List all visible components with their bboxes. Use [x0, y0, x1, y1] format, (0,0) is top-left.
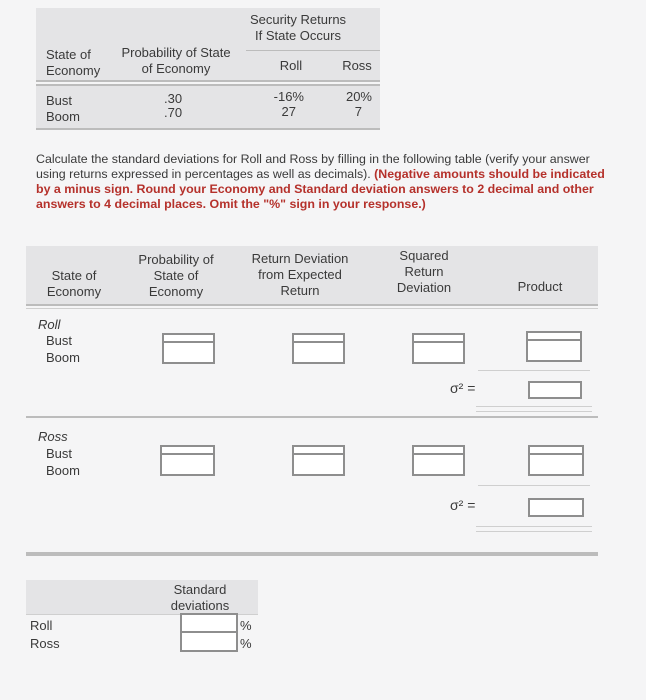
- std-row-unit: %: [240, 636, 252, 651]
- calc-col-squared: Squared Return Deviation: [396, 248, 452, 295]
- top-row-prob: .70: [164, 105, 183, 120]
- top-header-rule: [36, 80, 380, 82]
- ross-product-input[interactable]: [528, 445, 584, 476]
- top-row-state: Bust: [46, 93, 73, 108]
- roll-sigma-label: σ² =: [450, 380, 476, 396]
- ross-variance-rule-2: [476, 531, 592, 532]
- top-group-header: Security Returns If State Occurs: [249, 12, 347, 43]
- ross-std-input[interactable]: [180, 631, 238, 652]
- roll-squared-input[interactable]: [412, 333, 465, 364]
- top-row-state: Boom: [46, 109, 80, 124]
- top-row-prob: .30: [164, 91, 183, 106]
- roll-product-rule: [478, 370, 590, 371]
- roll-product-input[interactable]: [526, 331, 582, 362]
- group-label-ross: Ross: [38, 429, 68, 444]
- top-row-ross: 20%: [345, 89, 372, 104]
- top-col-prob: Probability of State of Economy: [121, 45, 231, 76]
- calc-col-deviation: Return Deviation from Expected Return: [251, 251, 349, 298]
- ross-product-rule: [478, 485, 590, 486]
- ross-sigma-label: σ² =: [450, 497, 476, 513]
- ross-variance-rule: [476, 526, 592, 527]
- top-bottom-rule: [36, 128, 380, 130]
- calc-header-rule: [26, 304, 598, 306]
- ross-squared-input[interactable]: [412, 445, 465, 476]
- top-col-ross: Ross: [342, 58, 372, 73]
- top-group-rule: [246, 50, 380, 51]
- roll-probability-input[interactable]: [162, 333, 215, 364]
- calc-col-product: Product: [517, 279, 563, 294]
- top-header-rule-2: [36, 84, 380, 86]
- std-row-label: Roll: [30, 618, 53, 633]
- roll-group-divider: [26, 416, 598, 418]
- calc-bottom-divider: [26, 552, 598, 556]
- std-row-unit: %: [240, 618, 252, 633]
- top-col-roll: Roll: [279, 58, 303, 73]
- calc-col-state: State of Economy: [46, 268, 102, 299]
- calc-col-prob: Probability of State of Economy: [138, 252, 214, 299]
- instructions-emphasis: (Negative amounts should be indicated by a minus sign. Round your Economy and Standard deviation answers to 2 decimal and other answers to 4 decimal places. Omit the "%" sign in your response.): [36, 167, 605, 211]
- calc-row-state: Bust: [46, 333, 73, 348]
- std-row-label: Ross: [30, 636, 60, 651]
- calc-row-state: Bust: [46, 446, 73, 461]
- ross-deviation-input[interactable]: [292, 445, 345, 476]
- roll-variance-rule: [476, 406, 592, 407]
- calc-header-rule-2: [26, 308, 598, 309]
- group-label-roll: Roll: [38, 317, 61, 332]
- roll-variance-input[interactable]: [528, 381, 582, 399]
- instructions-text: Calculate the standard deviations for Roll and Ross by filling in the following table (verify your answer using returns expressed in percentages as well as decimals).: [36, 152, 590, 181]
- std-header: Standard deviations: [170, 582, 230, 613]
- ross-probability-input[interactable]: [160, 445, 215, 476]
- calc-row-state: Boom: [46, 350, 80, 365]
- roll-deviation-input[interactable]: [292, 333, 345, 364]
- ross-variance-input[interactable]: [528, 498, 584, 517]
- top-col-state: State of Economy: [46, 47, 101, 78]
- calc-row-state: Boom: [46, 463, 80, 478]
- instructions: [36, 152, 608, 212]
- top-row-roll: 27: [281, 104, 296, 119]
- top-row-ross: 7: [354, 104, 362, 119]
- top-row-roll: -16%: [273, 89, 304, 104]
- roll-variance-rule-2: [476, 411, 592, 412]
